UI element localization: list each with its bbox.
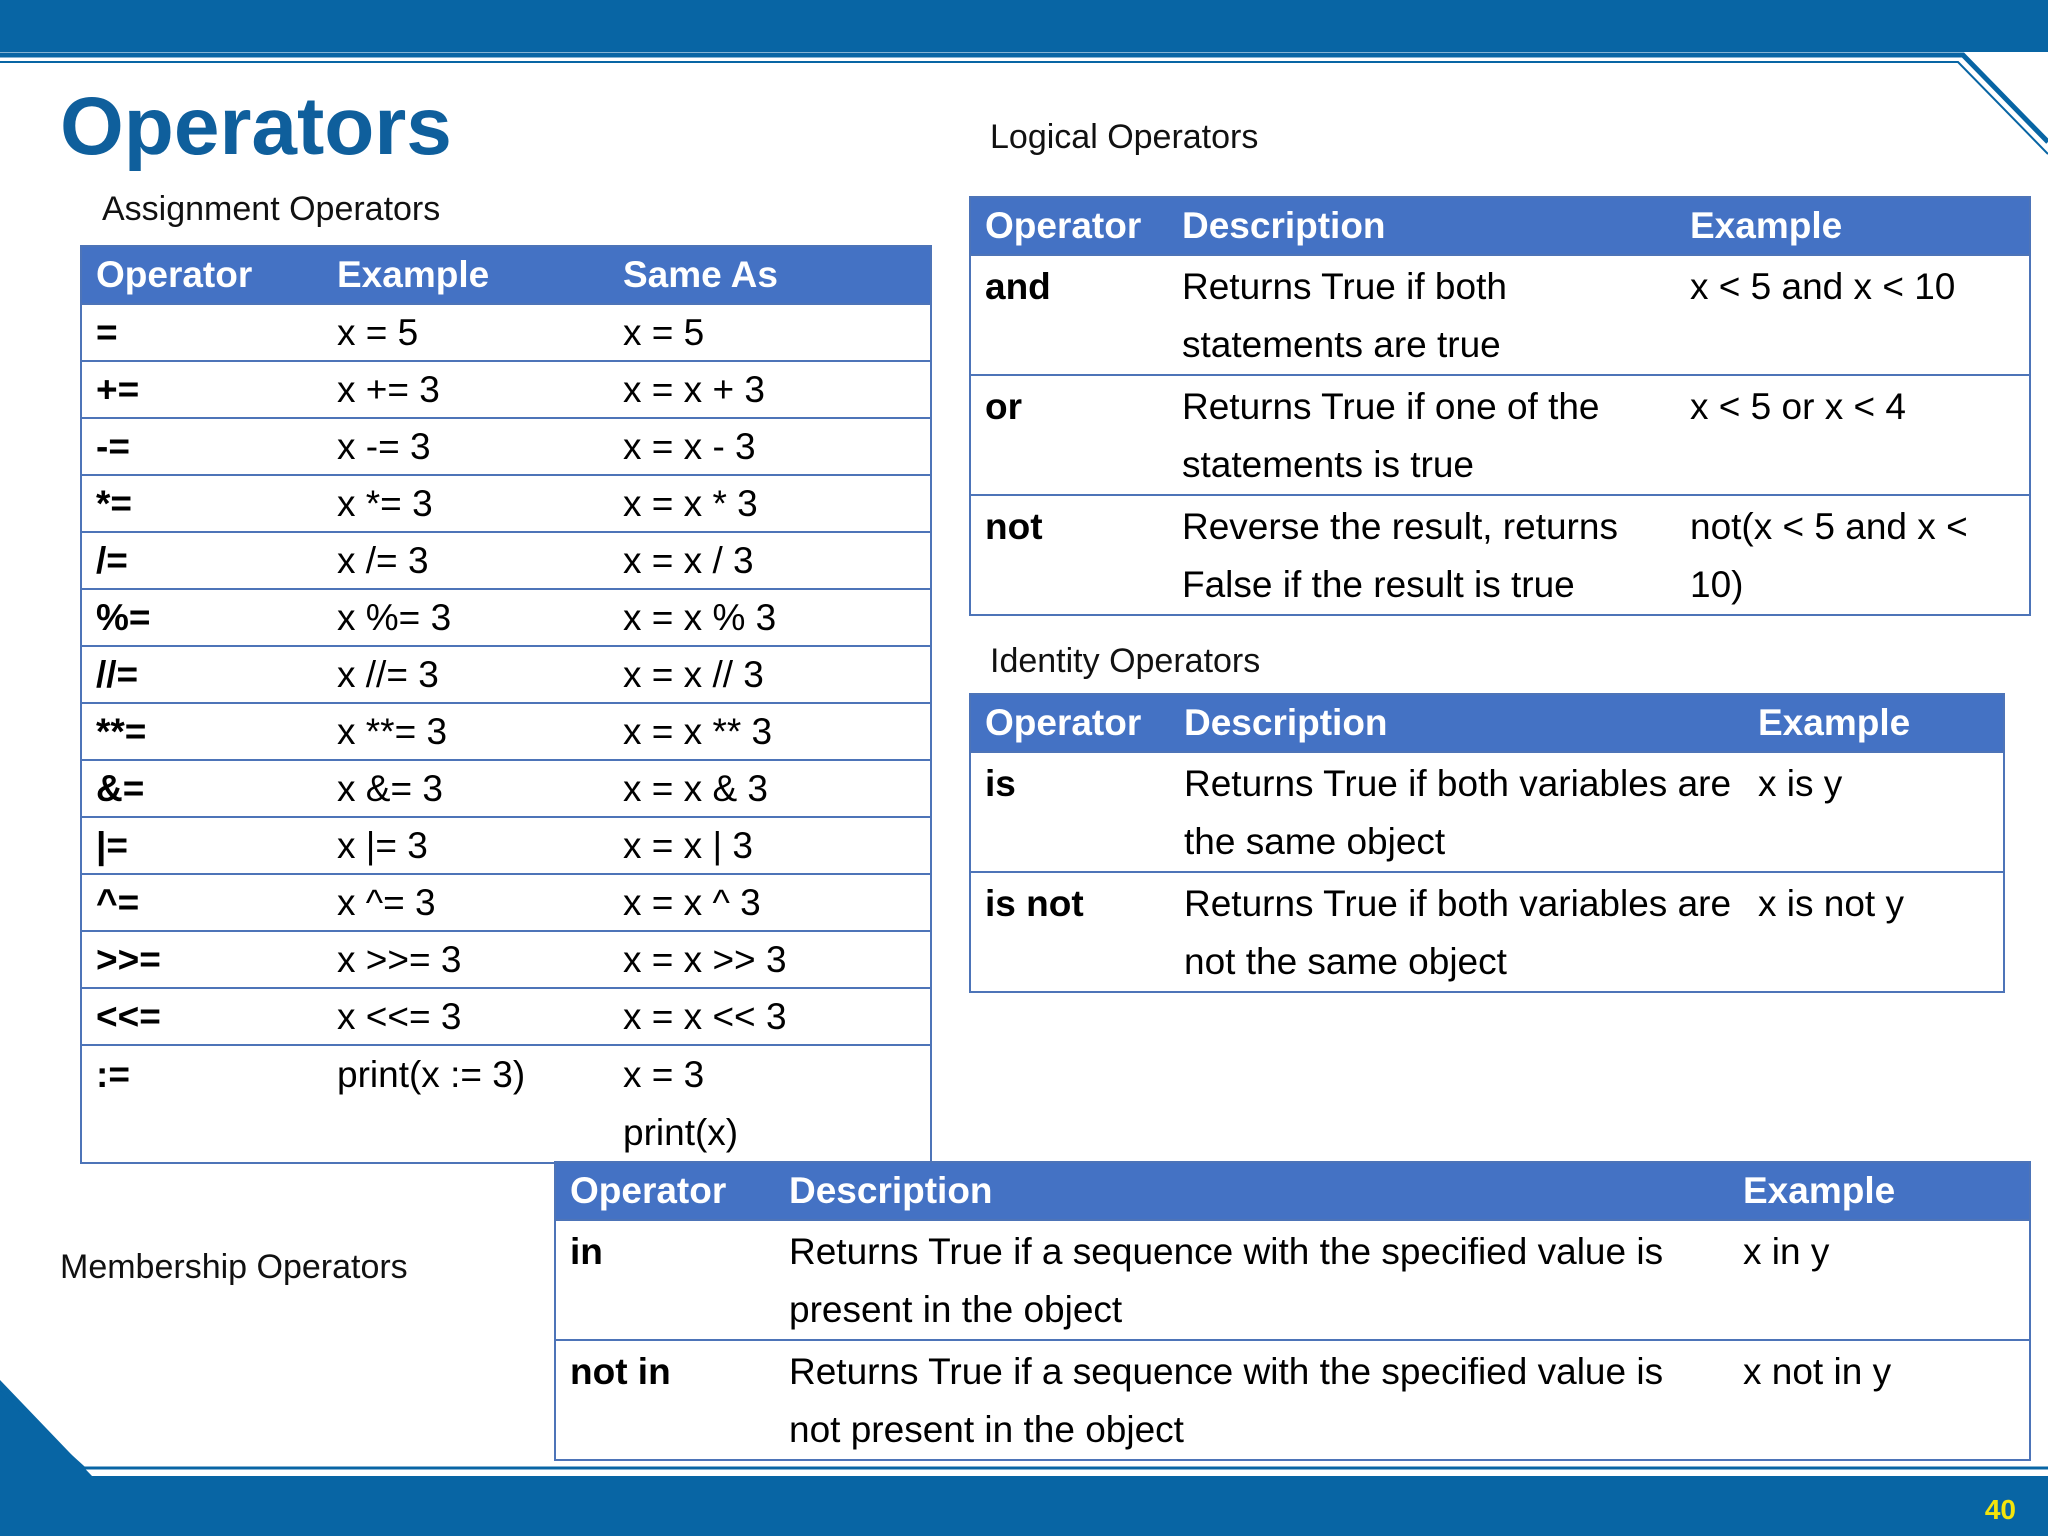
same-as-cell: x = x // 3	[609, 646, 931, 703]
table-header-row	[555, 1162, 2030, 1220]
example-cell: x %= 3	[323, 589, 609, 646]
example-cell: x >>= 3	[323, 931, 609, 988]
logical-operators-table	[969, 196, 2031, 616]
table-header-row	[970, 694, 2004, 752]
example-cell: x -= 3	[323, 418, 609, 475]
example-cell: x |= 3	[323, 817, 609, 874]
table-row	[81, 1045, 931, 1163]
example-cell: x not in y	[1729, 1340, 2030, 1460]
example-cell: x ^= 3	[323, 874, 609, 931]
table-row	[970, 255, 2030, 375]
operator-cell: =	[81, 304, 323, 361]
membership-operators-label: Membership Operators	[60, 1248, 408, 1286]
operator-cell: in	[555, 1220, 775, 1340]
column-header-operator: Operator	[555, 1162, 775, 1220]
example-cell: x < 5 and x < 10	[1676, 255, 2030, 375]
example-cell: x **= 3	[323, 703, 609, 760]
assignment-operators-label: Assignment Operators	[102, 190, 441, 228]
column-header-example: Example	[1729, 1162, 2030, 1220]
same-as-cell: x = x >> 3	[609, 931, 931, 988]
table-row	[970, 752, 2004, 872]
operator-cell: <<=	[81, 988, 323, 1045]
column-header-description: Description	[1170, 694, 1744, 752]
same-as-cell: x = x % 3	[609, 589, 931, 646]
example-cell: x < 5 or x < 4	[1676, 375, 2030, 495]
example-cell: print(x := 3)	[323, 1045, 609, 1163]
table-row	[81, 646, 931, 703]
operator-cell: >>=	[81, 931, 323, 988]
same-as-cell: x = x * 3	[609, 475, 931, 532]
table-row	[970, 495, 2030, 615]
table-row	[81, 874, 931, 931]
example-cell: x = 5	[323, 304, 609, 361]
table-header-row	[81, 246, 931, 304]
operator-cell: is	[970, 752, 1170, 872]
column-header-operator: Operator	[81, 246, 323, 304]
top-banner	[0, 0, 2048, 52]
table-row	[970, 872, 2004, 992]
description-cell: Reverse the result, returns False if the result is true	[1168, 495, 1676, 615]
identity-operators-label: Identity Operators	[990, 642, 1261, 680]
column-header-description: Description	[775, 1162, 1729, 1220]
example-cell: not(x < 5 and x < 10)	[1676, 495, 2030, 615]
example-cell: x <<= 3	[323, 988, 609, 1045]
operator-cell: ^=	[81, 874, 323, 931]
operator-cell: *=	[81, 475, 323, 532]
same-as-cell: x = 3 print(x)	[609, 1045, 931, 1163]
operator-cell: %=	[81, 589, 323, 646]
membership-operators-table	[554, 1161, 2031, 1461]
example-cell: x in y	[1729, 1220, 2030, 1340]
same-as-cell: x = x | 3	[609, 817, 931, 874]
description-cell: Returns True if both statements are true	[1168, 255, 1676, 375]
operator-cell: **=	[81, 703, 323, 760]
column-header-operator: Operator	[970, 197, 1168, 255]
table-row	[81, 475, 931, 532]
operator-cell: &=	[81, 760, 323, 817]
same-as-cell: x = 5	[609, 304, 931, 361]
identity-operators-table	[969, 693, 2005, 993]
operator-cell: :=	[81, 1045, 323, 1163]
column-header-example: Example	[1676, 197, 2030, 255]
logical-operators-label: Logical Operators	[990, 118, 1259, 156]
table-row	[555, 1220, 2030, 1340]
assignment-operators-table	[80, 245, 932, 1164]
same-as-cell: x = x & 3	[609, 760, 931, 817]
example-cell: x += 3	[323, 361, 609, 418]
table-row	[81, 532, 931, 589]
example-cell: x *= 3	[323, 475, 609, 532]
operator-cell: +=	[81, 361, 323, 418]
description-cell: Returns True if both variables are the same object	[1170, 752, 1744, 872]
operator-cell: -=	[81, 418, 323, 475]
example-cell: x &= 3	[323, 760, 609, 817]
table-row	[81, 988, 931, 1045]
same-as-cell: x = x + 3	[609, 361, 931, 418]
operator-cell: not in	[555, 1340, 775, 1460]
description-cell: Returns True if a sequence with the specified value is present in the object	[775, 1220, 1729, 1340]
description-cell: Returns True if both variables are not the same object	[1170, 872, 1744, 992]
operator-cell: and	[970, 255, 1168, 375]
same-as-cell: x = x ^ 3	[609, 874, 931, 931]
table-row	[81, 817, 931, 874]
same-as-cell: x = x << 3	[609, 988, 931, 1045]
table-header-row	[970, 197, 2030, 255]
same-as-cell: x = x / 3	[609, 532, 931, 589]
table-row	[81, 703, 931, 760]
example-cell: x //= 3	[323, 646, 609, 703]
table-row	[81, 361, 931, 418]
table-row	[81, 760, 931, 817]
column-header-example: Example	[323, 246, 609, 304]
table-row	[81, 304, 931, 361]
column-header-same-as: Same As	[609, 246, 931, 304]
example-cell: x is y	[1744, 752, 2004, 872]
table-row	[81, 589, 931, 646]
example-cell: x is not y	[1744, 872, 2004, 992]
page-number: 40	[1984, 1494, 2016, 1525]
slide-title: Operators	[60, 81, 452, 172]
operator-cell: //=	[81, 646, 323, 703]
column-header-description: Description	[1168, 197, 1676, 255]
operator-cell: or	[970, 375, 1168, 495]
same-as-cell: x = x ** 3	[609, 703, 931, 760]
operator-cell: /=	[81, 532, 323, 589]
operator-cell: not	[970, 495, 1168, 615]
operator-cell: is not	[970, 872, 1170, 992]
table-row	[555, 1340, 2030, 1460]
bottom-banner	[0, 1476, 2048, 1536]
operator-cell: |=	[81, 817, 323, 874]
example-cell: x /= 3	[323, 532, 609, 589]
description-cell: Returns True if one of the statements is true	[1168, 375, 1676, 495]
table-row	[81, 418, 931, 475]
table-row	[81, 931, 931, 988]
same-as-cell: x = x - 3	[609, 418, 931, 475]
column-header-example: Example	[1744, 694, 2004, 752]
table-row	[970, 375, 2030, 495]
description-cell: Returns True if a sequence with the specified value is not present in the object	[775, 1340, 1729, 1460]
column-header-operator: Operator	[970, 694, 1170, 752]
